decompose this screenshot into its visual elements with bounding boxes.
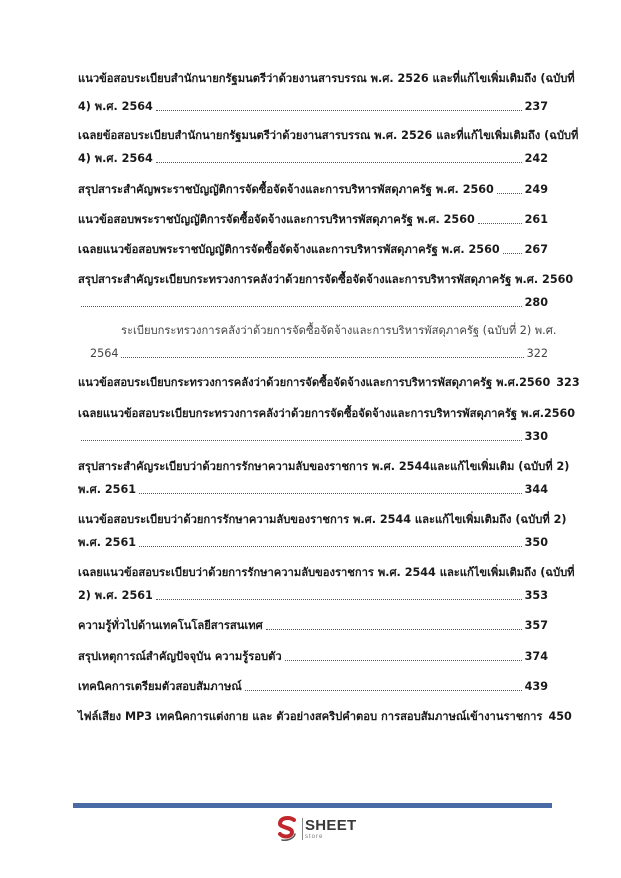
page-number: 350 [524, 536, 548, 549]
logo-divider [302, 818, 303, 840]
toc-entry-row[interactable] [78, 483, 548, 497]
toc-entry-row[interactable] [78, 243, 548, 257]
toc-entry-row[interactable] [78, 376, 580, 390]
page-number: 322 [526, 347, 548, 360]
toc-entry-row[interactable] [78, 296, 548, 310]
page-number: 344 [524, 483, 548, 496]
toc-entry-title: เฉลยแนวข้อสอบพระราชบัญญัติการจัดซื้อจัดจ้างและการบริหารพัสดุภาครัฐ พ.ศ. 2560 [78, 243, 500, 256]
toc-entry-title-cont: พ.ศ. 2561 [78, 483, 137, 496]
dot-leader [285, 650, 522, 661]
toc-entry-title-cont: 2564 [90, 347, 119, 360]
page-number: 353 [524, 589, 548, 602]
toc-entry-title-cont: 4) พ.ศ. 2564 [78, 152, 153, 165]
page-number: 249 [524, 183, 548, 196]
toc-entry-title[interactable]: สรุปสาระสำคัญระเบียบว่าด้วยการรักษาความลับของราชการ พ.ศ. 2544และแก้ไขเพิ่มเติม (ฉบับที่ 2) [78, 460, 570, 473]
dot-leader [156, 100, 522, 111]
dot-leader [245, 680, 522, 691]
toc-entry-row[interactable] [78, 430, 548, 444]
page-number: 280 [524, 296, 548, 309]
page-number: 439 [524, 680, 548, 693]
logo-brand-text: SHEET [305, 817, 357, 834]
toc-entry-title: ความรู้ทั่วไปด้านเทคโนโลยีสารสนเทศ [78, 619, 263, 632]
footer-rule [73, 803, 552, 808]
dot-leader [266, 619, 522, 630]
toc-entry-title[interactable]: แนวข้อสอบระเบียบสำนักนายกรัฐมนตรีว่าด้วยงานสารบรรณ พ.ศ. 2526 และที่แก้ไขเพิ่มเติมถึง (ฉบับที่ [78, 72, 575, 85]
page-number: 261 [524, 213, 548, 226]
dot-leader [478, 213, 522, 224]
page-number: 330 [524, 430, 548, 443]
toc-entry-title: ไฟล์เสียง MP3 เทคนิคการแต่งกาย และ ตัวอย่างสคริปคำตอบ การสอบสัมภาษณ์เข้างานราชการ [78, 710, 543, 723]
dot-leader [497, 183, 522, 194]
toc-entry-row[interactable] [78, 152, 548, 166]
toc-entry-row[interactable] [78, 536, 548, 550]
toc-entry-row[interactable] [78, 650, 548, 664]
logo-sub-text: store [305, 834, 324, 840]
dot-leader [139, 483, 522, 494]
toc-entry-title[interactable]: เฉลยแนวข้อสอบระเบียบว่าด้วยการรักษาความลับของราชการ พ.ศ. 2544 และแก้ไขเพิ่มเติมถึง (ฉบับที่ [78, 566, 575, 579]
toc-entry-row[interactable] [78, 589, 548, 603]
page-number: 267 [524, 243, 548, 256]
dot-leader [81, 430, 522, 441]
toc-entry-title: สรุปเหตุการณ์สำคัญปัจจุบัน ความรู้รอบตัว [78, 650, 282, 663]
toc-entry-title: เทคนิคการเตรียมตัวสอบสัมภาษณ์ [78, 680, 242, 693]
toc-entry-title[interactable]: ระเบียบกระทรวงการคลังว่าด้วยการจัดซื้อจัดจ้างและการบริหารพัสดุภาครัฐ (ฉบับที่ 2) พ.ศ. [121, 324, 557, 337]
toc-entry-title[interactable]: สรุปสาระสำคัญระเบียบกระทรวงการคลังว่าด้วยการจัดซื้อจัดจ้างและการบริหารพัสดุภาครัฐ พ.ศ. 2560 [78, 273, 574, 286]
toc-entry-row[interactable] [78, 619, 548, 633]
toc-entry-title[interactable]: เฉลยแนวข้อสอบระเบียบกระทรวงการคลังว่าด้วยการจัดซื้อจัดจ้างและการบริหารพัสดุภาครัฐ พ.ศ.2560 [78, 407, 576, 420]
page-number: 357 [524, 619, 548, 632]
toc-entry-title[interactable]: เฉลยข้อสอบระเบียบสำนักนายกรัฐมนตรีว่าด้วยงานสารบรรณ พ.ศ. 2526 และที่แก้ไขเพิ่มเติมถึง (ฉบับที่ [78, 129, 579, 142]
page-number: 450 [548, 710, 572, 723]
sheet-store-logo [275, 814, 365, 846]
toc-entry-title: แนวข้อสอบระเบียบกระทรวงการคลังว่าด้วยการจัดซื้อจัดจ้างและการบริหารพัสดุภาครัฐ พ.ศ.2560 [78, 376, 551, 389]
dot-leader [156, 152, 522, 163]
toc-entry-row[interactable] [78, 710, 572, 724]
dot-leader [81, 296, 522, 307]
toc-entry-row[interactable] [90, 347, 548, 361]
toc-entry-title-cont: พ.ศ. 2561 [78, 536, 137, 549]
page-number: 237 [524, 100, 548, 113]
dot-leader [156, 589, 522, 600]
dot-leader [139, 536, 522, 547]
sheet-logo-icon [275, 816, 299, 842]
toc-entry-row[interactable] [78, 183, 548, 197]
toc-entry-row[interactable] [78, 680, 548, 694]
toc-entry-title-cont: 4) พ.ศ. 2564 [78, 100, 153, 113]
toc-entry-title-cont: 2) พ.ศ. 2561 [78, 589, 153, 602]
toc-entry-row[interactable] [78, 213, 548, 227]
toc-entry-title: สรุปสาระสำคัญพระราชบัญญัติการจัดซื้อจัดจ้างและการบริหารพัสดุภาครัฐ พ.ศ. 2560 [78, 183, 494, 196]
page-number: 374 [524, 650, 548, 663]
page-number: 323 [556, 376, 580, 389]
page-number: 242 [524, 152, 548, 165]
dot-leader [503, 243, 522, 254]
toc-entry-title[interactable]: แนวข้อสอบระเบียบว่าด้วยการรักษาความลับของราชการ พ.ศ. 2544 และแก้ไขเพิ่มเติมถึง (ฉบับที่ 2) [78, 513, 567, 526]
dot-leader [121, 347, 523, 358]
toc-entry-title: แนวข้อสอบพระราชบัญญัติการจัดซื้อจัดจ้างและการบริหารพัสดุภาครัฐ พ.ศ. 2560 [78, 213, 475, 226]
toc-entry-row[interactable] [78, 100, 548, 114]
